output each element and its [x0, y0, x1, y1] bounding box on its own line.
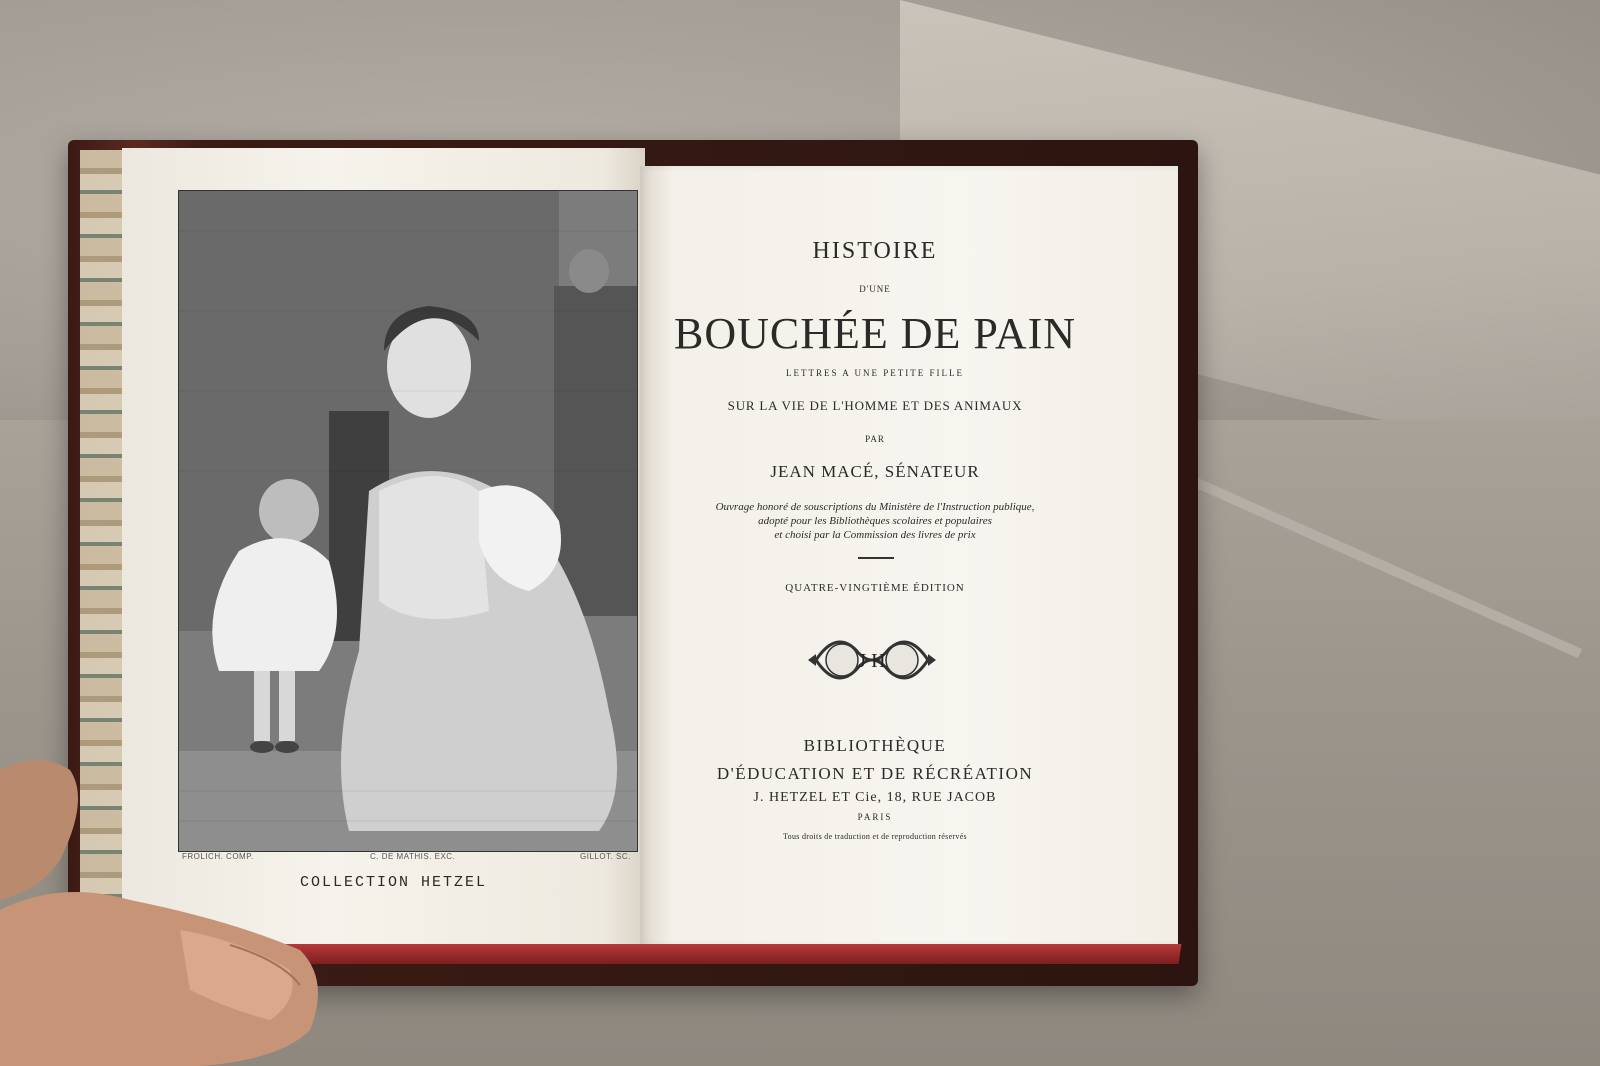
edition-label: QUATRE-VINGTIÈME ÉDITION [785, 582, 965, 594]
title-par: PAR [865, 434, 885, 444]
endorsement-text [660, 500, 1090, 542]
book-title: BOUCHÉE DE PAIN [673, 309, 1077, 358]
title-histoire: HISTOIRE [812, 238, 938, 264]
endorsement-line-2: adopté pour les Bibliothèques scolaires et populaires [758, 515, 992, 527]
title-divider [858, 557, 894, 559]
collection-caption: COLLECTION HETZEL [300, 874, 488, 891]
publisher-city: PARIS [857, 812, 893, 822]
series-name: BIBLIOTHÈQUE [803, 736, 947, 755]
publisher-address: J. HETZEL ET Cie, 18, RUE JACOB [753, 790, 997, 805]
engraving-credit-artist: FROLICH. COMP. [182, 852, 254, 861]
jh-monogram-emblem [806, 620, 938, 700]
rights-notice: Tous droits de traduction et de reproduction réservés [783, 832, 967, 841]
engraving-credit-publisher: C. DE MATHIS. EXC. [370, 852, 456, 861]
book-author: JEAN MACÉ, SÉNATEUR [770, 462, 980, 481]
engraving-credit-engraver: GILLOT. SC. [580, 852, 631, 861]
series-subtitle: D'ÉDUCATION ET DE RÉCRÉATION [716, 764, 1034, 783]
monogram-letters: J H [858, 650, 886, 672]
right-page [640, 166, 1178, 946]
book-subtitle: SUR LA VIE DE L'HOMME ET DES ANIMAUX [727, 398, 1023, 413]
endorsement-line-1: Ouvrage honoré de souscriptions du Ministère de l'Instruction publique, [715, 501, 1035, 513]
title-lettres: LETTRES A UNE PETITE FILLE [786, 368, 964, 378]
endorsement-line-3: et choisi par la Commission des livres de prix [774, 529, 976, 541]
hand-thumb [0, 740, 330, 1066]
title-dune: D'UNE [859, 284, 891, 294]
